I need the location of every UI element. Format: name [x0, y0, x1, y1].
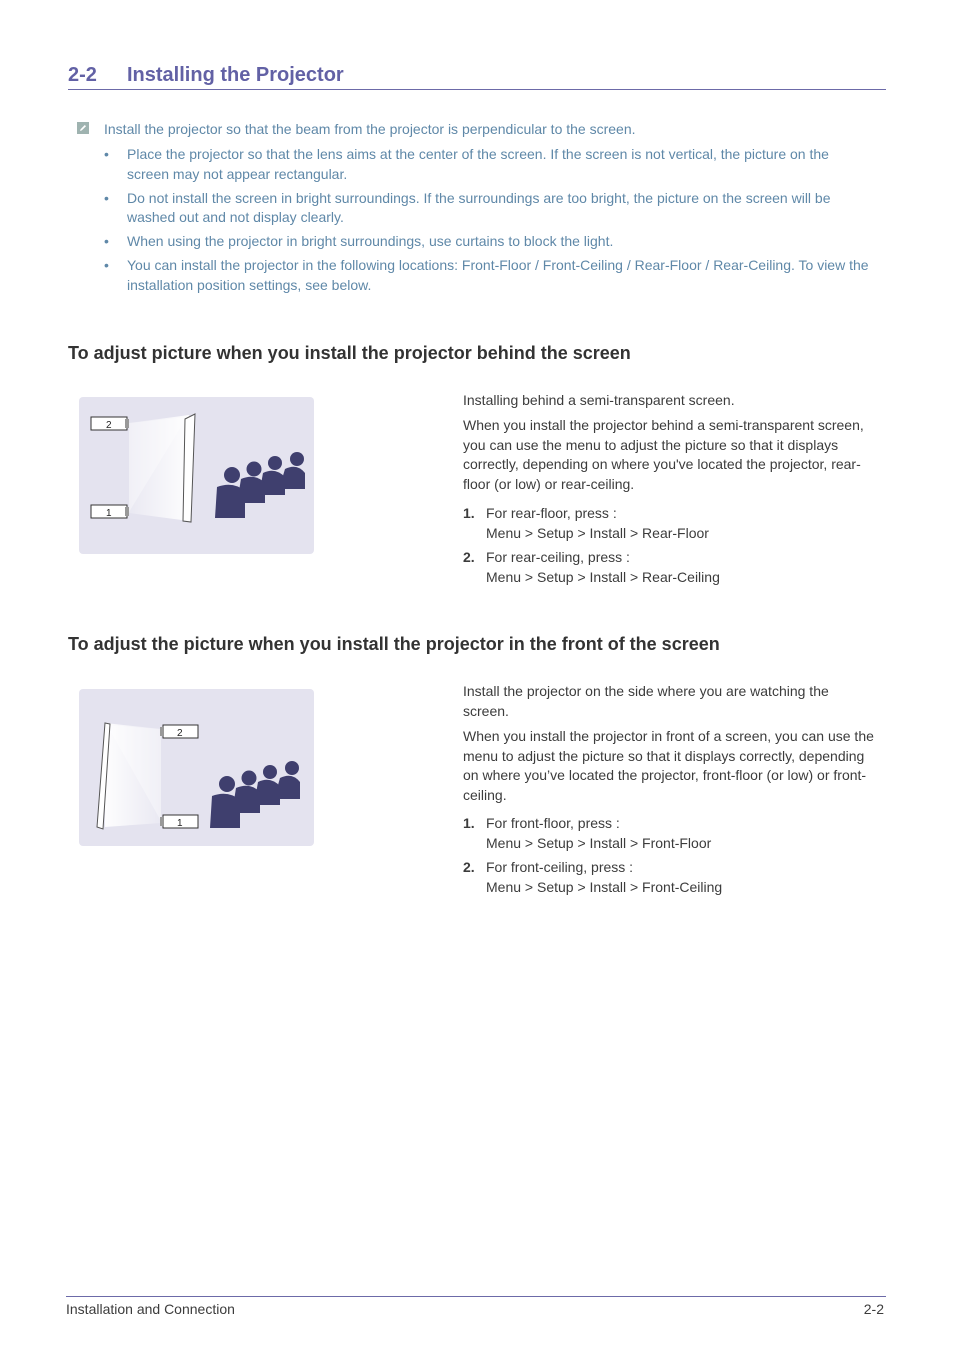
rear-intro: Installing behind a semi-transparent screen. — [463, 392, 735, 408]
section-title: Installing the Projector — [127, 64, 344, 86]
front-intro: Install the projector on the side where you are watching the screen. — [463, 683, 829, 719]
footer-page-number: 2-2 — [863, 1301, 884, 1317]
menu-path: Menu > Setup > Install > Front-Floor — [486, 834, 712, 851]
menu-path: Menu > Setup > Install > Rear-Ceiling — [486, 568, 720, 585]
menu-path: Menu > Setup > Install > Rear-Floor — [486, 524, 709, 541]
note-bullet: • Do not install the screen in bright surroundings. If the surroundings are too bright, the picture on the screen will be washed out and not display clearly. — [104, 189, 831, 225]
front-steps — [463, 814, 878, 902]
footer-divider — [66, 1296, 886, 1297]
rear-description: When you install the projector behind a semi-transparent screen, you can use the menu to adjust the picture so that it displays correctly, depending on where you've located the projector, rear-floor (or low) or rear-ceiling. — [463, 417, 864, 492]
rear-install-illustration — [79, 397, 314, 554]
footer-chapter: Installation and Connection — [66, 1301, 235, 1317]
front-description: When you install the projector in front of a screen, you can use the menu to adjust the picture so that it displays correctly, depending on where you’ve located the projector, front-floor (or low) or front-ceiling. — [463, 728, 874, 803]
section-heading — [68, 62, 886, 90]
note-bullet: • You can install the projector in the following locations: Front-Floor / Front-Ceiling / Rear-Floor / Rear-Ceiling. To view the installation position settings, see below. — [104, 257, 869, 293]
rear-steps — [463, 504, 878, 592]
note-bullet: • When using the projector in bright surroundings, use curtains to block the light. — [104, 233, 614, 249]
audience-icon — [215, 452, 305, 518]
rear-heading: To adjust picture when you install the projector behind the screen — [68, 343, 631, 363]
front-heading: To adjust the picture when you install the projector in the front of the screen — [68, 634, 720, 654]
section-number: 2-2 — [68, 64, 97, 86]
note-bullet: • Place the projector so that the lens aims at the center of the screen. If the screen is not vertical, the picture on the screen may not appear rectangular. — [104, 146, 829, 182]
step-item: 2. For front-ceiling, press : Menu > Setup > Install > Front-Ceiling — [463, 858, 878, 897]
projector-label-top: 2 — [106, 420, 112, 431]
step-item: 1. For front-floor, press : Menu > Setup > Install > Front-Floor — [463, 814, 878, 853]
note-bullet-list — [104, 145, 874, 300]
note-pencil-icon — [77, 122, 89, 134]
step-item: 1. For rear-floor, press : Menu > Setup > Install > Rear-Floor — [463, 504, 878, 543]
projector-label-bottom: 1 — [106, 508, 112, 519]
audience-icon — [210, 761, 300, 828]
note-text: Install the projector so that the beam from the projector is perpendicular to the screen. — [104, 121, 636, 137]
step-item: 2. For rear-ceiling, press : Menu > Setup > Install > Rear-Ceiling — [463, 548, 878, 587]
projector-label-bottom: 1 — [177, 818, 183, 829]
projector-label-top: 2 — [177, 728, 183, 739]
front-install-illustration — [79, 689, 314, 846]
menu-path: Menu > Setup > Install > Front-Ceiling — [486, 878, 723, 895]
